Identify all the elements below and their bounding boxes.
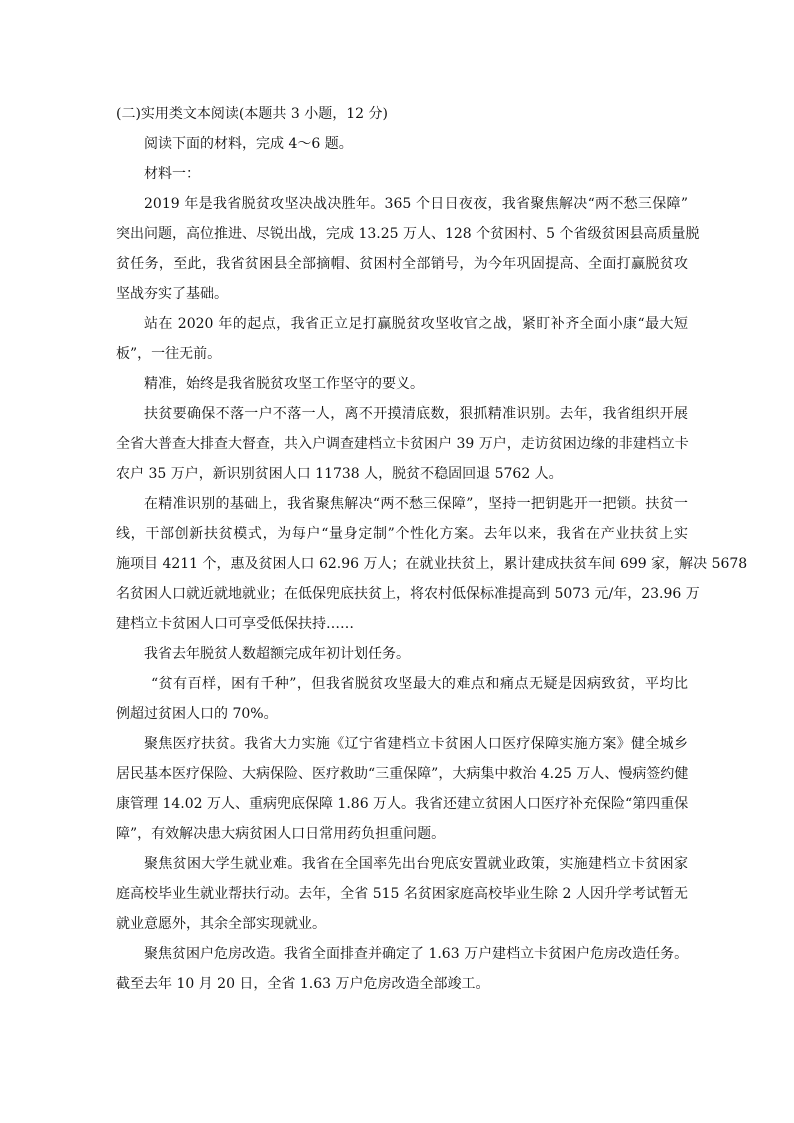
- paragraph-6: [116, 639, 688, 669]
- text-line: 贫任务，至此，我省贫困县全部摘帽、贫困村全部销号，为今年巩固提高、全面打赢脱贫攻: [116, 256, 688, 272]
- text-line: 聚焦贫困户危房改造。我省全面排查并确定了 1.63 万户建档立卡贫困户危房改造任务。: [144, 946, 689, 962]
- text-line: 突出问题，高位推进、尽锐出战，完成 13.25 万人、128 个贫困村、5 个省级贫困县高质量脱: [116, 226, 700, 242]
- paragraph-7: [116, 669, 688, 729]
- text-line: 农户 35 万户，新识别贫困人口 11738 人，脱贫不稳固回退 5762 人。: [116, 466, 563, 482]
- text-line: 居民基本医疗保险、大病保险、医疗救助“三重保障”，大病集中救治 4.25 万人、慢病签约健: [116, 766, 689, 782]
- text-line: 就业意愿外，其余全部实现就业。: [116, 916, 326, 932]
- paragraph-10: [116, 939, 688, 999]
- text-line: 名贫困人口就近就地就业；在低保兜底扶贫上，将农村低保标准提高到 5073 元/年，23.96 万: [116, 586, 700, 602]
- text-line: 建档立卡贫困人口可享受低保扶持……: [116, 616, 354, 632]
- text-line: 板”，一往无前。: [116, 346, 222, 362]
- text-line: 精准，始终是我省脱贫攻坚工作坚守的要义。: [144, 376, 424, 392]
- text-line: 扶贫要确保不落一户不落一人，离不开摸清底数，狠抓精准识别。去年，我省组织开展: [144, 406, 688, 422]
- text-line: 施项目 4211 个，惠及贫困人口 62.96 万人；在就业扶贫上，累计建成扶贫车间 699 家，解决 5678: [116, 556, 748, 572]
- text-line: 障”，有效解决患大病贫困人口日常用药负担重问题。: [116, 826, 446, 842]
- text-line: 我省去年脱贫人数超额完成年初计划任务。: [144, 646, 410, 662]
- material-label: 材料一：: [144, 166, 200, 182]
- paragraph-1: [116, 189, 700, 309]
- paragraph-4: [116, 399, 688, 489]
- text-line: 在精准识别的基础上，我省聚焦解决“两不愁三保障”，坚持一把钥匙开一把锁。扶贫一: [144, 496, 688, 512]
- text-line: 康管理 14.02 万人、重病兜底保障 1.86 万人。我省还建立贫困人口医疗补充保险“第四重保: [116, 796, 689, 812]
- paragraph-2: [116, 309, 688, 369]
- text-line: 聚焦贫困大学生就业难。我省在全国率先出台兜底安置就业政策，实施建档立卡贫困家: [144, 856, 688, 872]
- text-line: 站在 2020 年的起点，我省正立足打赢脱贫攻坚收官之战，紧盯补齐全面小康“最大短: [144, 316, 688, 332]
- text-line: “贫有百样，困有千种”，但我省脱贫攻坚最大的难点和痛点无疑是因病致贫，平均比: [151, 676, 688, 692]
- text-line: 坚战夯实了基础。: [116, 286, 228, 302]
- paragraph-8: [116, 729, 688, 849]
- section-title: (二)实用类文本阅读(本题共 3 小题，12 分): [116, 106, 388, 122]
- text-line: 2019 年是我省脱贫攻坚决战决胜年。365 个日日夜夜，我省聚焦解决“两不愁三保障”: [144, 196, 688, 212]
- text-line: 全省大普查大排查大督查，共入户调查建档立卡贫困户 39 万户，走访贫困边缘的非建档立卡: [116, 436, 689, 452]
- paragraph-5: [116, 489, 748, 639]
- text-line: 截至去年 10 月 20 日，全省 1.63 万户危房改造全部竣工。: [116, 976, 490, 992]
- paragraph-9: [116, 849, 688, 939]
- text-line: 线，干部创新扶贫模式，为每户“量身定制”个性化方案。去年以来，我省在产业扶贫上实: [116, 526, 688, 542]
- document-body: [116, 99, 748, 999]
- text-line: 聚焦医疗扶贫。我省大力实施《辽宁省建档立卡贫困人口医疗保障实施方案》健全城乡: [144, 736, 688, 752]
- text-line: 例超过贫困人口的 70%。: [116, 706, 278, 722]
- text-line: 庭高校毕业生就业帮扶行动。去年，全省 515 名贫困家庭高校毕业生除 2 人因升学考试暂无: [116, 886, 688, 902]
- paragraph-3: [116, 369, 688, 399]
- instruction-line: 阅读下面的材料，完成 4～6 题。: [144, 136, 353, 152]
